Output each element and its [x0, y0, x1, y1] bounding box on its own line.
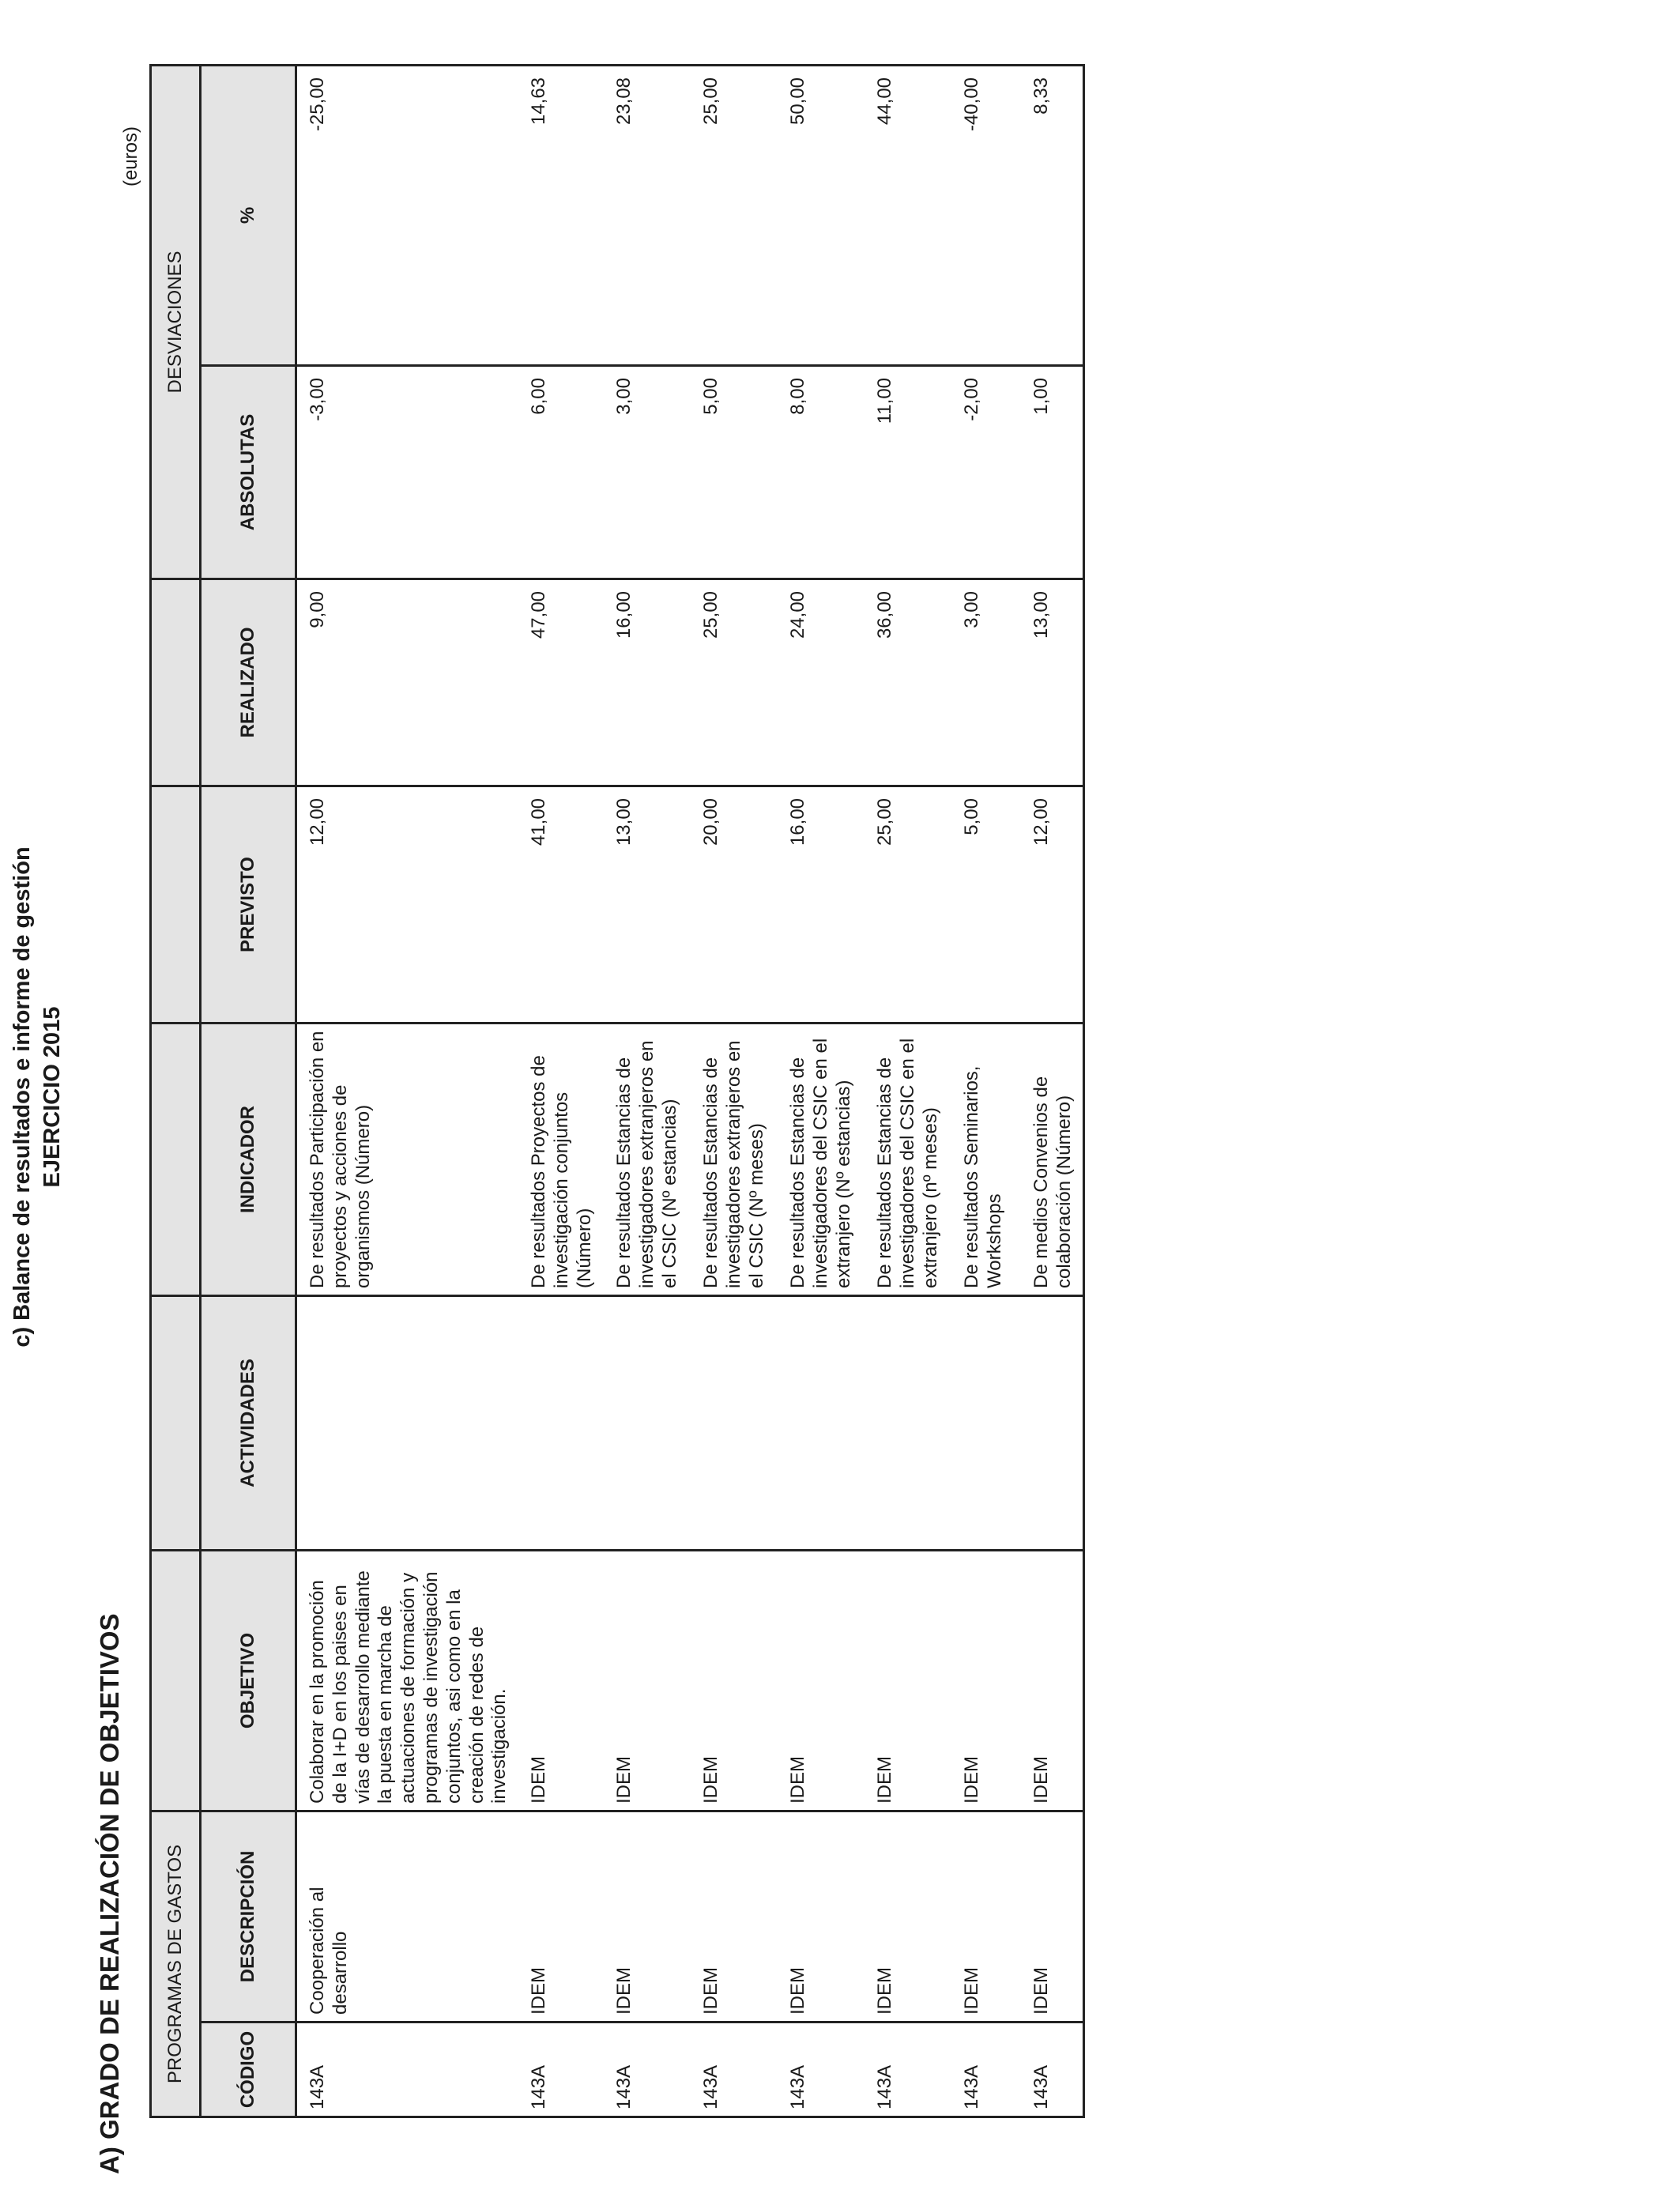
cell-codigo: 143A	[518, 2022, 604, 2117]
cell-codigo: 143A	[296, 2022, 519, 2117]
cell-actividades	[296, 1295, 519, 1550]
cell-absolutas: 8,00	[778, 365, 864, 579]
cell-pct: 14,63	[518, 65, 604, 365]
cell-objetivo: IDEM	[778, 1550, 864, 1811]
cell-actividades	[518, 1295, 604, 1550]
cell-pct: 50,00	[778, 65, 864, 365]
cell-pct: 44,00	[864, 65, 951, 365]
cell-codigo: 143A	[864, 2022, 951, 2117]
cell-descripcion: IDEM	[604, 1811, 691, 2022]
cell-indicador: De resultados Estancias de investigadores del CSIC en el extranjero (Nº estancias)	[778, 1023, 864, 1295]
col-indicador: INDICADOR	[201, 1023, 296, 1295]
col-descripcion: DESCRIPCIÓN	[201, 1811, 296, 2022]
cell-actividades	[691, 1295, 778, 1550]
col-pct: %	[201, 65, 296, 365]
cell-previsto: 25,00	[864, 786, 951, 1023]
table-row	[1021, 65, 1083, 2117]
group-blank	[151, 1550, 201, 1811]
cell-actividades	[1021, 1295, 1083, 1550]
cell-previsto: 20,00	[691, 786, 778, 1023]
group-blank	[151, 1023, 201, 1295]
col-objetivo: OBJETIVO	[201, 1550, 296, 1811]
cell-previsto: 12,00	[1021, 786, 1083, 1023]
cell-codigo: 143A	[691, 2022, 778, 2117]
cell-pct: -25,00	[296, 65, 519, 365]
cell-realizado: 36,00	[864, 579, 951, 786]
table-row	[296, 65, 519, 2117]
cell-descripcion: Cooperación al desarrollo	[296, 1811, 519, 2022]
cell-codigo: 143A	[778, 2022, 864, 2117]
table-row	[604, 65, 691, 2117]
cell-codigo: 143A	[604, 2022, 691, 2117]
table-row	[778, 65, 864, 2117]
cell-indicador: De resultados Proyectos de investigación conjuntos (Número)	[518, 1023, 604, 1295]
cell-realizado: 47,00	[518, 579, 604, 786]
cell-indicador: De resultados Estancias de investigadores extranjeros en el CSIC (Nº meses)	[691, 1023, 778, 1295]
cell-codigo: 143A	[951, 2022, 1021, 2117]
cell-previsto: 12,00	[296, 786, 519, 1023]
cell-actividades	[604, 1295, 691, 1550]
cell-absolutas: 5,00	[691, 365, 778, 579]
report-title: c) Balance de resultados e informe de gestión	[9, 846, 35, 1348]
col-absolutas: ABSOLUTAS	[201, 365, 296, 579]
group-blank	[151, 579, 201, 786]
group-desviaciones: DESVIACIONES	[151, 65, 201, 579]
group-blank	[151, 1295, 201, 1550]
cell-absolutas: -3,00	[296, 365, 519, 579]
cell-pct: 8,33	[1021, 65, 1083, 365]
cell-pct: -40,00	[951, 65, 1021, 365]
table-row	[518, 65, 604, 2117]
cell-objetivo: IDEM	[518, 1550, 604, 1811]
cell-descripcion: IDEM	[864, 1811, 951, 2022]
cell-indicador: De medios Convenios de colaboración (Número)	[1021, 1023, 1083, 1295]
cell-absolutas: 6,00	[518, 365, 604, 579]
cell-realizado: 16,00	[604, 579, 691, 786]
cell-absolutas: -2,00	[951, 365, 1021, 579]
cell-absolutas: 1,00	[1021, 365, 1083, 579]
cell-indicador: De resultados Participación en proyectos y acciones de organismos (Número)	[296, 1023, 519, 1295]
column-header-row	[201, 65, 296, 2117]
objectives-table	[149, 64, 1085, 2118]
cell-objetivo: IDEM	[951, 1550, 1021, 1811]
cell-previsto: 16,00	[778, 786, 864, 1023]
cell-objetivo: Colaborar en la promoción de la I+D en los paises en vías de desarrollo mediante la puesta en marcha de actuaciones de formación y programas de investigación conjuntos, asi como en la creación de redes de investigación.	[296, 1550, 519, 1811]
cell-indicador: De resultados Seminarios, Workshops	[951, 1023, 1021, 1295]
cell-realizado: 25,00	[691, 579, 778, 786]
cell-descripcion: IDEM	[778, 1811, 864, 2022]
cell-realizado: 13,00	[1021, 579, 1083, 786]
cell-actividades	[951, 1295, 1021, 1550]
cell-descripcion: IDEM	[691, 1811, 778, 2022]
cell-previsto: 5,00	[951, 786, 1021, 1023]
table-row	[691, 65, 778, 2117]
cell-actividades	[778, 1295, 864, 1550]
cell-absolutas: 11,00	[864, 365, 951, 579]
cell-objetivo: IDEM	[864, 1550, 951, 1811]
units-label: (euros)	[120, 126, 141, 187]
table-row	[951, 65, 1021, 2117]
cell-previsto: 13,00	[604, 786, 691, 1023]
cell-objetivo: IDEM	[604, 1550, 691, 1811]
cell-pct: 23,08	[604, 65, 691, 365]
cell-realizado: 3,00	[951, 579, 1021, 786]
cell-previsto: 41,00	[518, 786, 604, 1023]
cell-objetivo: IDEM	[1021, 1550, 1083, 1811]
cell-descripcion: IDEM	[1021, 1811, 1083, 2022]
cell-codigo: 143A	[1021, 2022, 1083, 2117]
report-subtitle: EJERCICIO 2015	[40, 1006, 65, 1188]
table-row	[864, 65, 951, 2117]
group-header-row	[151, 65, 201, 2117]
cell-descripcion: IDEM	[951, 1811, 1021, 2022]
cell-objetivo: IDEM	[691, 1550, 778, 1811]
col-previsto: PREVISTO	[201, 786, 296, 1023]
cell-actividades	[864, 1295, 951, 1550]
cell-realizado: 9,00	[296, 579, 519, 786]
col-actividades: ACTIVIDADES	[201, 1295, 296, 1550]
group-programas: PROGRAMAS DE GASTOS	[151, 1811, 201, 2117]
cell-indicador: De resultados Estancias de investigadores extranjeros en el CSIC (Nº estancias)	[604, 1023, 691, 1295]
section-heading: A) GRADO DE REALIZACIÓN DE OBJETIVOS	[95, 1613, 124, 2174]
cell-realizado: 24,00	[778, 579, 864, 786]
col-codigo: CÓDIGO	[201, 2022, 296, 2117]
cell-indicador: De resultados Estancias de investigadores del CSIC en el extranjero (nº meses)	[864, 1023, 951, 1295]
group-blank	[151, 786, 201, 1023]
col-realizado: REALIZADO	[201, 579, 296, 786]
cell-pct: 25,00	[691, 65, 778, 365]
cell-absolutas: 3,00	[604, 365, 691, 579]
cell-descripcion: IDEM	[518, 1811, 604, 2022]
